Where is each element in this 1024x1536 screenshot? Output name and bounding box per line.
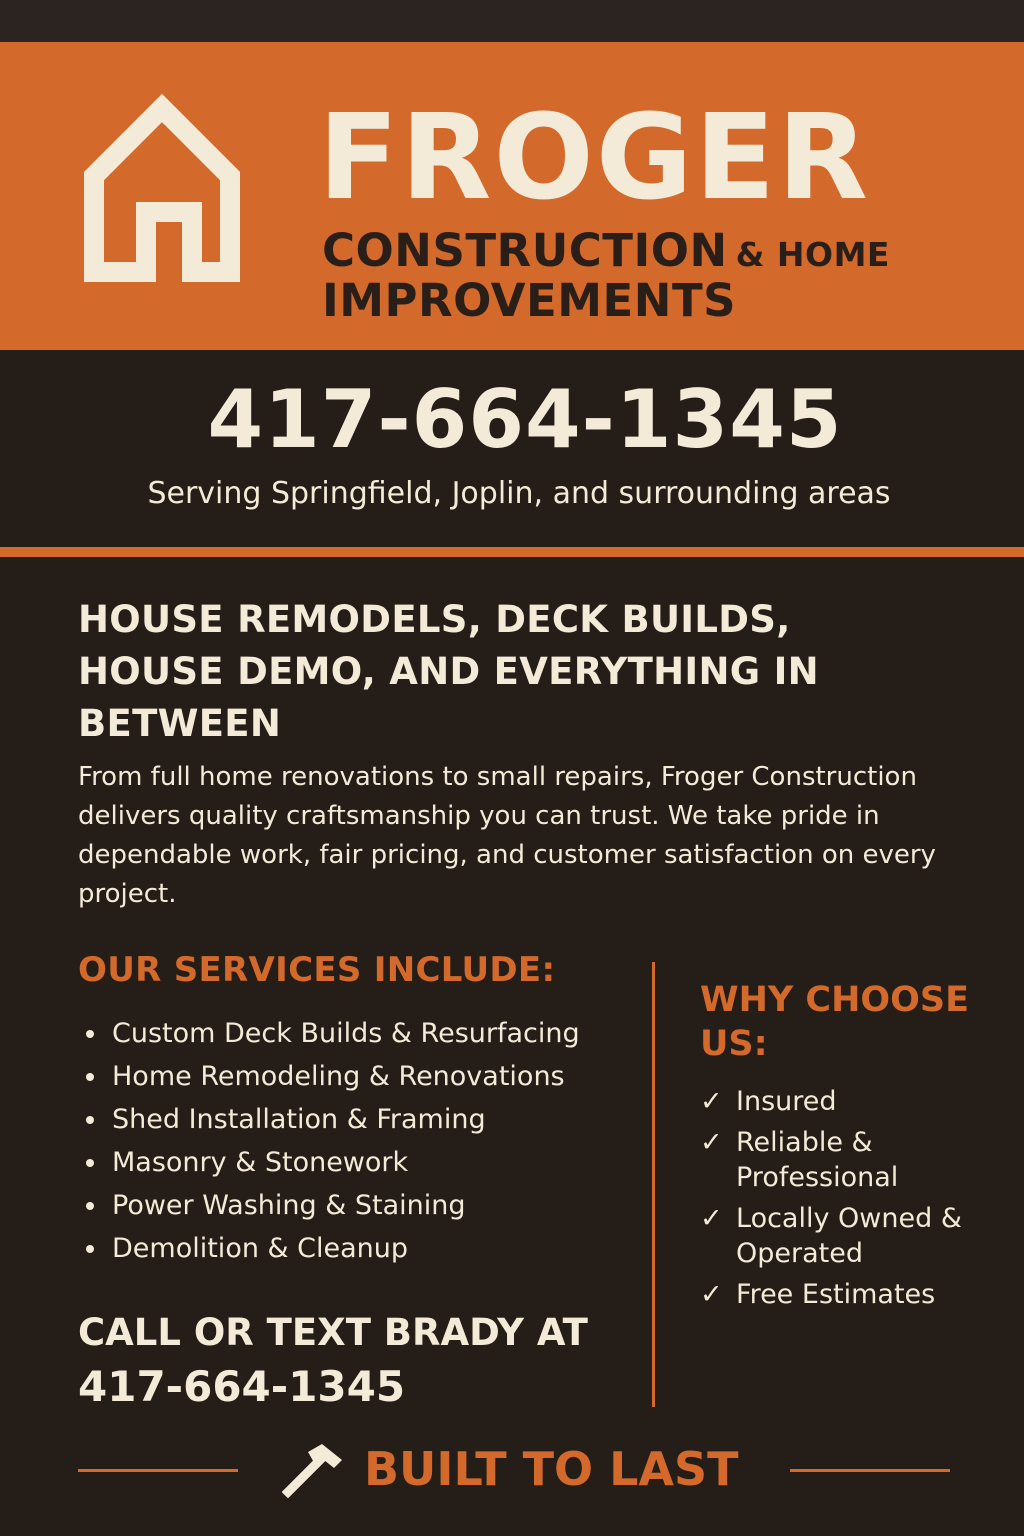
checkmark-icon: ✓ xyxy=(700,1203,723,1234)
column-divider xyxy=(652,962,655,1407)
why-choose-us-title: WHY CHOOSE US: xyxy=(700,980,970,1064)
bullet-icon xyxy=(86,1116,94,1124)
bullet-icon xyxy=(86,1202,94,1210)
service-item-label: Home Remodeling & Renovations xyxy=(112,1061,565,1092)
service-item-label: Power Washing & Staining xyxy=(112,1190,466,1221)
main-phone-number[interactable]: 417-664-1345 xyxy=(207,373,843,466)
intro-paragraph: From full home renovations to small repairs, Froger Construction delivers quality craftsmanship you can trust. We take pride in dependable work, fair pricing, and customer satisfaction on every project. xyxy=(78,762,936,909)
checkmark-icon: ✓ xyxy=(700,1127,723,1158)
orange-divider xyxy=(0,547,1024,557)
service-item xyxy=(82,1098,580,1141)
top-band xyxy=(0,0,1024,42)
bullet-icon xyxy=(86,1245,94,1253)
why-item xyxy=(700,1125,1006,1195)
checkmark-icon: ✓ xyxy=(700,1279,723,1310)
services-title: OUR SERVICES INCLUDE: xyxy=(78,950,556,990)
footer-tagline: BUILT TO LAST xyxy=(364,1442,739,1496)
service-item-label: Demolition & Cleanup xyxy=(112,1233,409,1264)
bullet-icon xyxy=(86,1073,94,1081)
why-item-label: Reliable & Professional xyxy=(736,1127,899,1193)
brand-subtitle-line2: IMPROVEMENTS xyxy=(322,274,737,327)
footer-rule-left xyxy=(78,1469,238,1472)
services-list xyxy=(82,1012,580,1270)
services-headline: HOUSE REMODELS, DECK BUILDS, HOUSE DEMO, AND EVERYTHING IN BETWEEN xyxy=(78,598,819,745)
house-logo-icon xyxy=(80,94,245,284)
service-area-text: Serving Springfield, Joplin, and surrounding areas xyxy=(147,476,891,511)
why-item-label: Locally Owned & Operated xyxy=(736,1203,962,1269)
service-item-label: Masonry & Stonework xyxy=(112,1147,409,1178)
subtitle-home: & HOME xyxy=(735,235,890,274)
service-item xyxy=(82,1141,580,1184)
service-item xyxy=(82,1227,580,1270)
checkmark-icon: ✓ xyxy=(700,1086,723,1117)
hammer-icon xyxy=(282,1442,348,1498)
why-item xyxy=(700,1084,1006,1119)
why-item xyxy=(700,1201,1006,1271)
why-item xyxy=(700,1277,1006,1312)
bullet-icon xyxy=(86,1159,94,1167)
call-to-action-label: CALL OR TEXT BRADY AT xyxy=(78,1311,588,1354)
service-item xyxy=(82,1012,580,1055)
call-to-action-phone[interactable]: 417-664-1345 xyxy=(78,1362,406,1411)
footer-rule-right xyxy=(790,1469,950,1472)
header-banner xyxy=(0,42,1024,350)
brand-name: FROGER xyxy=(318,88,871,226)
service-item-label: Custom Deck Builds & Resurfacing xyxy=(112,1018,580,1049)
service-item xyxy=(82,1184,580,1227)
service-item xyxy=(82,1055,580,1098)
why-item-label: Insured xyxy=(736,1086,837,1117)
why-choose-us-list xyxy=(700,1084,1006,1318)
why-item-label: Free Estimates xyxy=(736,1279,936,1310)
bullet-icon xyxy=(86,1030,94,1038)
brand-subtitle-line1 xyxy=(322,224,890,277)
service-item-label: Shed Installation & Framing xyxy=(112,1104,486,1135)
subtitle-construction: CONSTRUCTION xyxy=(322,224,728,277)
